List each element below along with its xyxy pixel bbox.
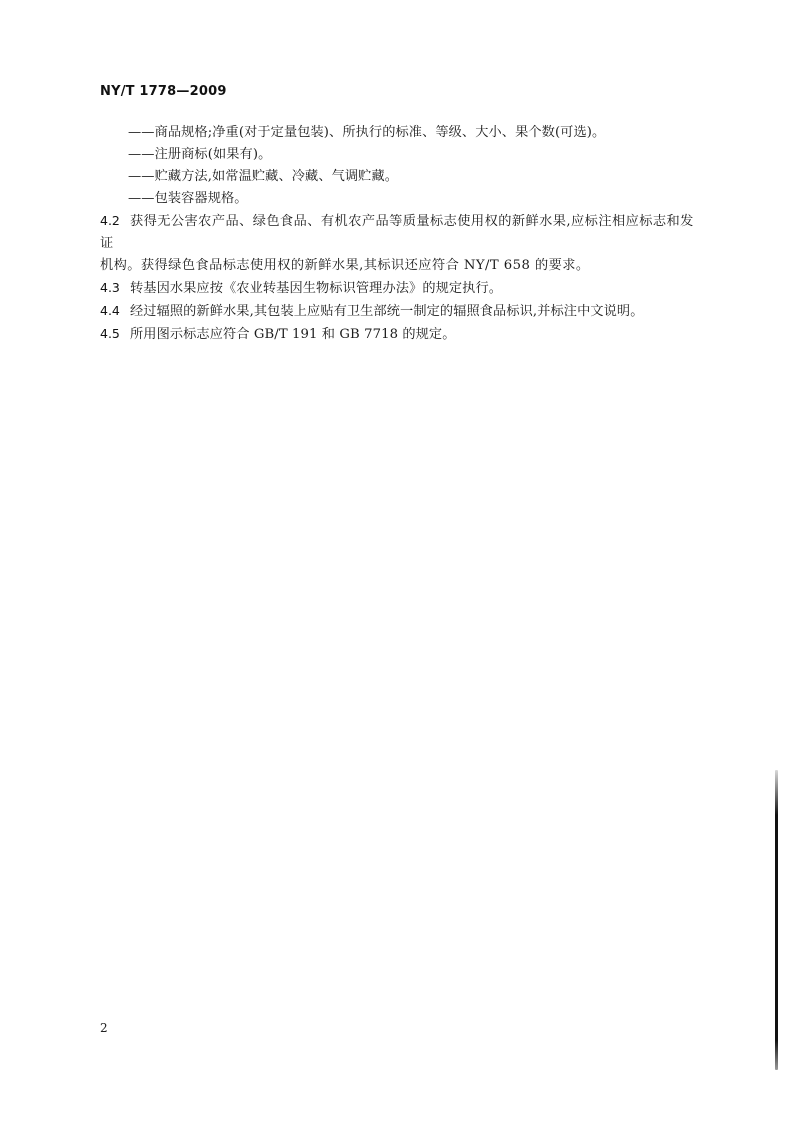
clause-4-5 bbox=[100, 323, 705, 346]
list-item: ——商品规格;净重(对于定量包装)、所执行的标准、等级、大小、果个数(可选)。 bbox=[128, 125, 606, 140]
clause-4-3 bbox=[100, 277, 705, 300]
list-item: ——贮藏方法,如常温贮藏、冷藏、气调贮藏。 bbox=[128, 169, 399, 184]
standard-code-header: NY/T 1778—2009 bbox=[100, 84, 227, 99]
clause-4-2 bbox=[100, 210, 705, 277]
clause-text: 获得无公害农产品、绿色食品、有机农产品等质量标志使用权的新鲜水果,应标注相应标志和发证 bbox=[100, 214, 694, 251]
clause-number: 4.3 bbox=[100, 280, 120, 295]
scan-edge-shadow bbox=[775, 770, 778, 1070]
clause-text: 转基因水果应按《农业转基因生物标识管理办法》的规定执行。 bbox=[130, 281, 503, 296]
list-item: ——注册商标(如果有)。 bbox=[128, 147, 272, 162]
clause-text: 经过辐照的新鲜水果,其包装上应贴有卫生部统一制定的辐照食品标识,并标注中文说明。 bbox=[130, 304, 644, 319]
clause-number: 4.4 bbox=[100, 303, 120, 318]
clause-text: 所用图示标志应符合 GB/T 191 和 GB 7718 的规定。 bbox=[130, 327, 456, 342]
page-number: 2 bbox=[100, 1021, 108, 1035]
clause-number: 4.2 bbox=[100, 213, 120, 228]
clause-4-4 bbox=[100, 300, 705, 323]
page-content bbox=[100, 122, 705, 346]
list-item: ——包装容器规格。 bbox=[128, 191, 248, 206]
clause-number: 4.5 bbox=[100, 326, 120, 341]
clause-text-continued: 机构。获得绿色食品标志使用权的新鲜水果,其标识还应符合 NY/T 658 的要求。 bbox=[100, 258, 590, 273]
